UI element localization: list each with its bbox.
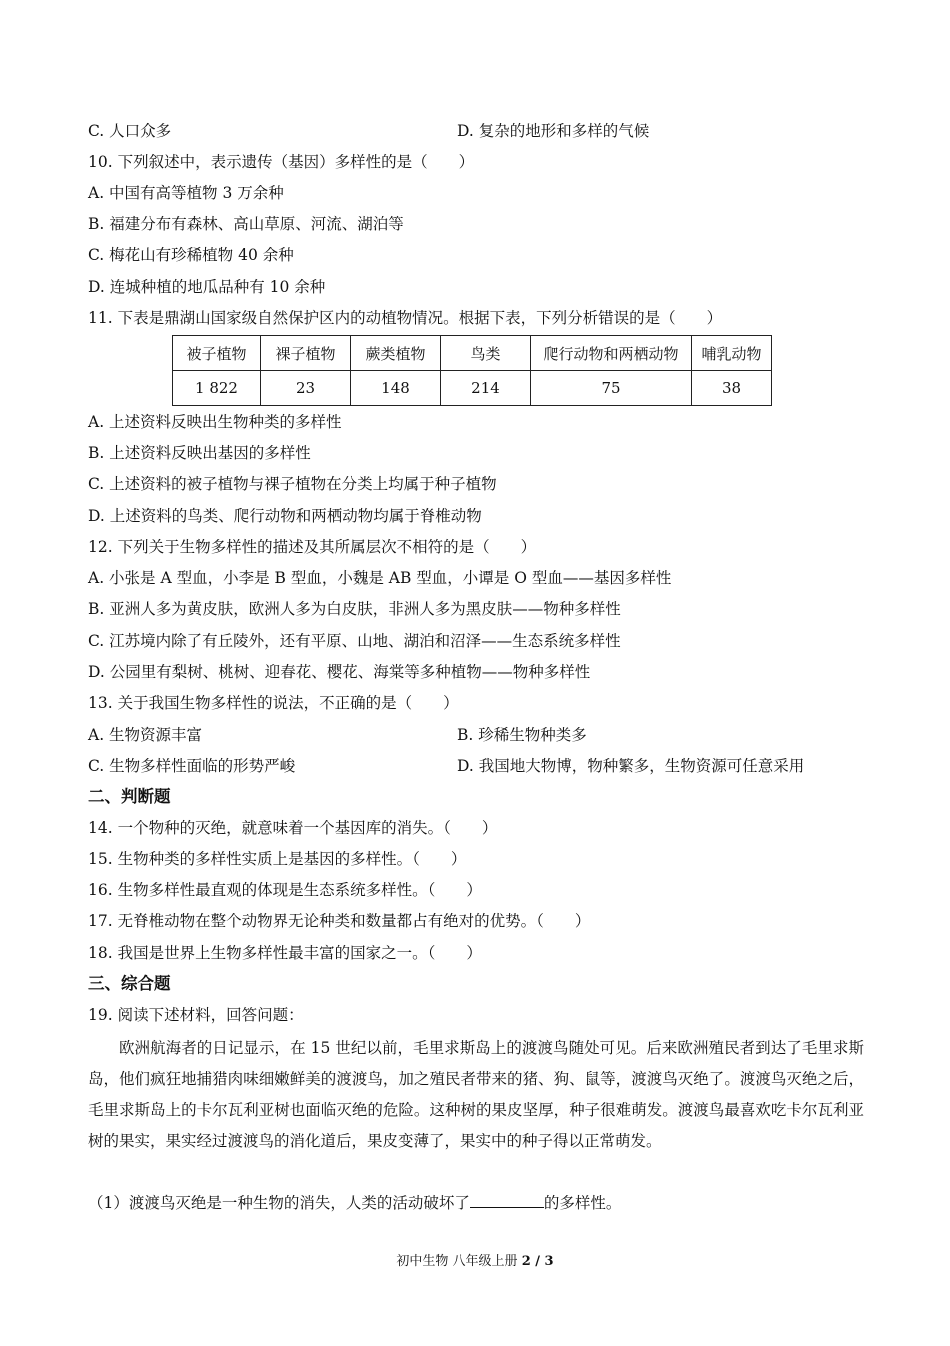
q12-option-c: C. 江苏境内除了有丘陵外，还有平原、山地、湖泊和沼泽——生态系统多样性 — [88, 632, 621, 650]
table-row — [173, 371, 772, 406]
table-cell: 38 — [692, 371, 772, 406]
judge-item: 16. 生物多样性最直观的体现是生态系统多样性。（ ） — [88, 881, 482, 899]
q9-option-d: D. 复杂的地形和多样的气候 — [457, 122, 650, 140]
table-header-cell: 爬行动物和两栖动物 — [531, 336, 692, 371]
section-heading-comprehensive: 三、综合题 — [88, 974, 171, 993]
judge-item: 15. 生物种类的多样性实质上是基因的多样性。（ ） — [88, 850, 467, 868]
table-header-cell: 哺乳动物 — [692, 336, 772, 371]
q11-option-c: C. 上述资料的被子植物与裸子植物在分类上均属于种子植物 — [88, 475, 497, 493]
section-heading-judgement: 二、判断题 — [88, 787, 171, 806]
species-table — [172, 335, 772, 406]
q13-option-a: A. 生物资源丰富 — [88, 726, 203, 744]
table-header-cell: 裸子植物 — [261, 336, 351, 371]
q9-option-c: C. 人口众多 — [88, 122, 172, 140]
table-cell: 214 — [441, 371, 531, 406]
q19-stem: 19. 阅读下述材料，回答问题： — [88, 1006, 304, 1024]
q11-option-a: A. 上述资料反映出生物种类的多样性 — [88, 413, 342, 431]
q13-option-d: D. 我国地大物博，物种繁多，生物资源可任意采用 — [457, 757, 805, 775]
q13-option-c: C. 生物多样性面临的形势严峻 — [88, 757, 296, 775]
q10-option-c: C. 梅花山有珍稀植物 40 余种 — [88, 246, 294, 264]
table-header-cell: 鸟类 — [441, 336, 531, 371]
q19-subquestion-1 — [88, 1193, 621, 1213]
table-cell: 75 — [531, 371, 692, 406]
q19-passage: 欧洲航海者的日记显示，在 15 世纪以前，毛里求斯岛上的渡渡鸟随处可见。后来欧洲殖民者到达了毛里求斯岛，他们疯狂地捕猎肉味细嫩鲜美的渡渡鸟，加之殖民者带来的猪、狗、鼠等，渡渡鸟灭绝了。渡渡鸟灭绝之后，毛里求斯岛上的卡尔瓦利亚树也面临灭绝的危险。这种树的果皮坚厚，种子很难萌发。渡渡鸟最喜欢吃卡尔瓦利亚树的果实，果实经过渡渡鸟的消化道后，果皮变薄了，果实中的种子得以正常萌发。 — [88, 1039, 864, 1150]
judge-item: 18. 我国是世界上生物多样性最丰富的国家之一。（ ） — [88, 944, 482, 962]
page-number: 2 / 3 — [521, 1254, 554, 1269]
q19-sub1-text-end: 的多样性。 — [543, 1194, 622, 1212]
footer-title: 初中生物 八年级上册 — [396, 1254, 522, 1269]
q10-option-a: A. 中国有高等植物 3 万余种 — [88, 184, 284, 202]
answer-blank[interactable] — [470, 1193, 544, 1208]
q11-stem: 11. 下表是鼎湖山国家级自然保护区内的动植物情况。根据下表，下列分析错误的是（ ） — [88, 309, 723, 327]
q13-stem: 13. 关于我国生物多样性的说法，不正确的是（ ） — [88, 694, 459, 712]
table-cell: 148 — [351, 371, 441, 406]
table-header-row — [173, 336, 772, 371]
q10-stem: 10. 下列叙述中，表示遗传（基因）多样性的是（ ） — [88, 153, 475, 171]
q13-option-b: B. 珍稀生物种类多 — [457, 726, 587, 744]
table-header-cell: 蕨类植物 — [351, 336, 441, 371]
table-cell: 1 822 — [173, 371, 261, 406]
q19-sub1-text: （1）渡渡鸟灭绝是一种生物的消失，人类的活动破坏了 — [88, 1194, 470, 1212]
judge-item: 17. 无脊椎动物在整个动物界无论种类和数量都占有绝对的优势。（ ） — [88, 912, 591, 930]
judge-item: 14. 一个物种的灭绝，就意味着一个基因库的消失。（ ） — [88, 819, 498, 837]
table-cell: 23 — [261, 371, 351, 406]
q11-option-d: D. 上述资料的鸟类、爬行动物和两栖动物均属于脊椎动物 — [88, 507, 482, 525]
q12-stem: 12. 下列关于生物多样性的描述及其所属层次不相符的是（ ） — [88, 538, 537, 556]
q12-option-a: A. 小张是 A 型血，小李是 B 型血，小魏是 AB 型血，小谭是 O 型血——基因多样性 — [88, 569, 672, 587]
q11-option-b: B. 上述资料反映出基因的多样性 — [88, 444, 311, 462]
page-footer — [0, 1250, 950, 1269]
q12-option-b: B. 亚洲人多为黄皮肤，欧洲人多为白皮肤，非洲人多为黑皮肤——物种多样性 — [88, 600, 621, 618]
q10-option-b: B. 福建分布有森林、高山草原、河流、湖泊等 — [88, 215, 404, 233]
table-header-cell: 被子植物 — [173, 336, 261, 371]
q12-option-d: D. 公园里有梨树、桃树、迎春花、樱花、海棠等多种植物——物种多样性 — [88, 663, 591, 681]
q10-option-d: D. 连城种植的地瓜品种有 10 余种 — [88, 278, 326, 296]
